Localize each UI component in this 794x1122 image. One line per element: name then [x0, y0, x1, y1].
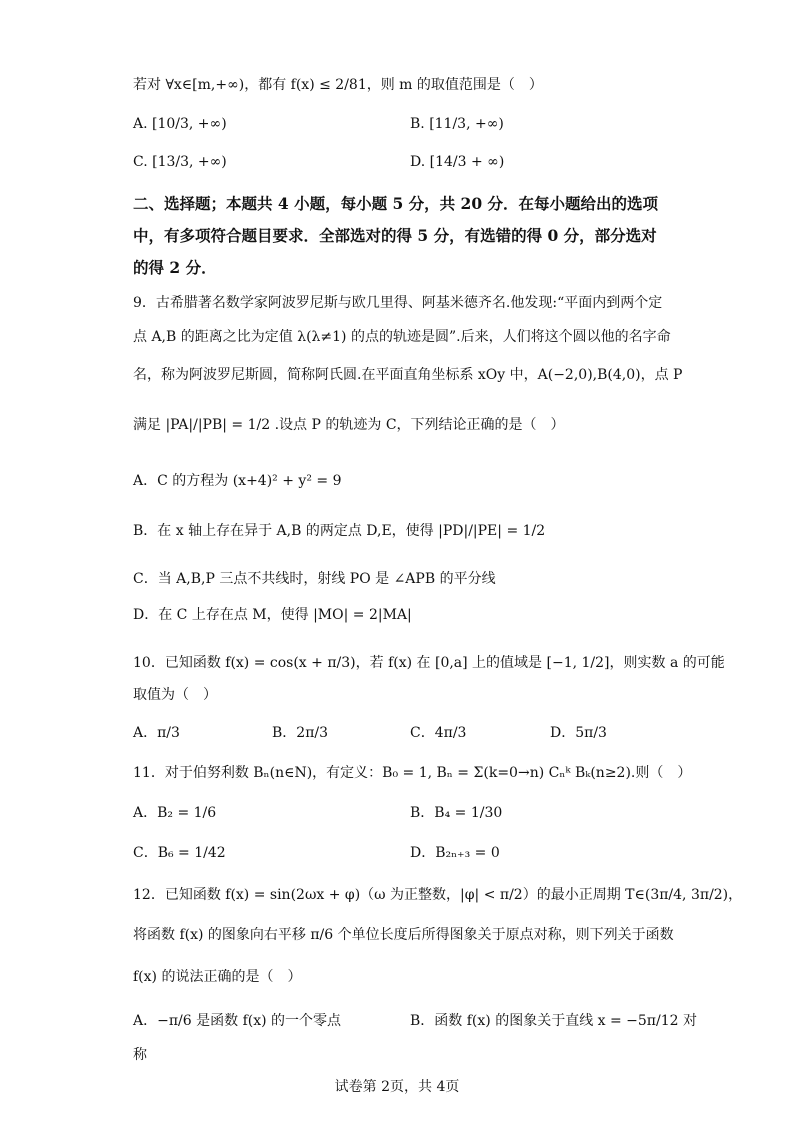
q10-option-c: C．4π/3	[410, 725, 467, 741]
q9-option-a: A．C 的方程为 (x+4)² + y² = 9	[133, 473, 342, 489]
q12-line2: 将函数 f(x) 的图象向右平移 π/6 个单位长度后所得图象关于原点对称，则下列关于函数	[133, 927, 674, 943]
q11-option-c: C．B₆ = 1/42	[133, 845, 226, 861]
q9-option-b: B．在 x 轴上存在异于 A,B 的两定点 D,E，使得 |PD|/|PE| = 1/2	[133, 523, 546, 539]
q11-option-d: D．B₂ₙ₊₃ = 0	[410, 845, 500, 861]
q10-option-a: A．π/3	[133, 725, 180, 741]
q9-line2: 点 A,B 的距离之比为定值 λ(λ≠1) 的点的轨迹是圆”.后来，人们将这个圆以他的名字命	[133, 329, 671, 345]
q9-line3: 名，称为阿波罗尼斯圆，简称阿氏圆.在平面直角坐标系 xOy 中，A(−2,0),B(4,0)，点 P	[133, 367, 683, 383]
q10-line2: 取值为（ ）	[133, 687, 217, 703]
q12-option-a: A．−π/6 是函数 f(x) 的一个零点	[133, 1013, 342, 1029]
q8-option-c: C. [13/3, +∞)	[133, 154, 227, 170]
q8-option-d: D. [14/3 + ∞)	[410, 154, 505, 170]
q9-option-c: C．当 A,B,P 三点不共线时，射线 PO 是 ∠APB 的平分线	[133, 571, 496, 587]
q11-stem: 11．对于伯努利数 Bₙ(n∈N)，有定义：B₀ = 1, Bₙ = Σ(k=0→n) Cₙᵏ Bₖ(n≥2).则（ ）	[133, 765, 692, 781]
q12-line3: f(x) 的说法正确的是（ ）	[133, 969, 302, 985]
q9-line1: 9．古希腊著名数学家阿波罗尼斯与欧几里得、阿基米德齐名.他发现:“平面内到两个定	[133, 295, 663, 311]
q8-stem: 若对 ∀x∈[m,+∞)，都有 f(x) ≤ 2/81，则 m 的取值范围是（ ）	[133, 77, 543, 93]
q12-line1: 12．已知函数 f(x) = sin(2ωx + φ)（ω 为正整数，|φ| < π/2）的最小正周期 T∈(3π/4, 3π/2)，	[133, 887, 743, 903]
q10-option-d: D．5π/3	[550, 725, 607, 741]
section2-line2: 中，有多项符合题目要求．全部选对的得 5 分，有选错的得 0 分，部分选对	[133, 226, 657, 245]
section2-line1: 二、选择题；本题共 4 小题，每小题 5 分，共 20 分．在每小题给出的选项	[133, 194, 659, 213]
q10-option-b: B．2π/3	[272, 725, 329, 741]
q11-option-b: B．B₄ = 1/30	[410, 805, 503, 821]
page-footer: 试卷第 2页，共 4页	[334, 1079, 460, 1095]
q8-option-a: A. [10/3, +∞)	[133, 116, 227, 132]
q12-option-b-cont: 称	[133, 1047, 147, 1063]
q10-line1: 10．已知函数 f(x) = cos(x + π/3)，若 f(x) 在 [0,a] 上的值域是 [−1, 1/2]，则实数 a 的可能	[133, 655, 725, 671]
q12-option-b: B．函数 f(x) 的图象关于直线 x = −5π/12 对	[410, 1013, 697, 1029]
q9-option-d: D．在 C 上存在点 M，使得 |MO| = 2|MA|	[133, 607, 412, 623]
section2-line3: 的得 2 分．	[133, 258, 217, 277]
q8-option-b: B. [11/3, +∞)	[410, 116, 504, 132]
q11-option-a: A．B₂ = 1/6	[133, 805, 217, 821]
q9-line4: 满足 |PA|/|PB| = 1/2 .设点 P 的轨迹为 C，下列结论正确的是（ ）	[133, 417, 565, 433]
